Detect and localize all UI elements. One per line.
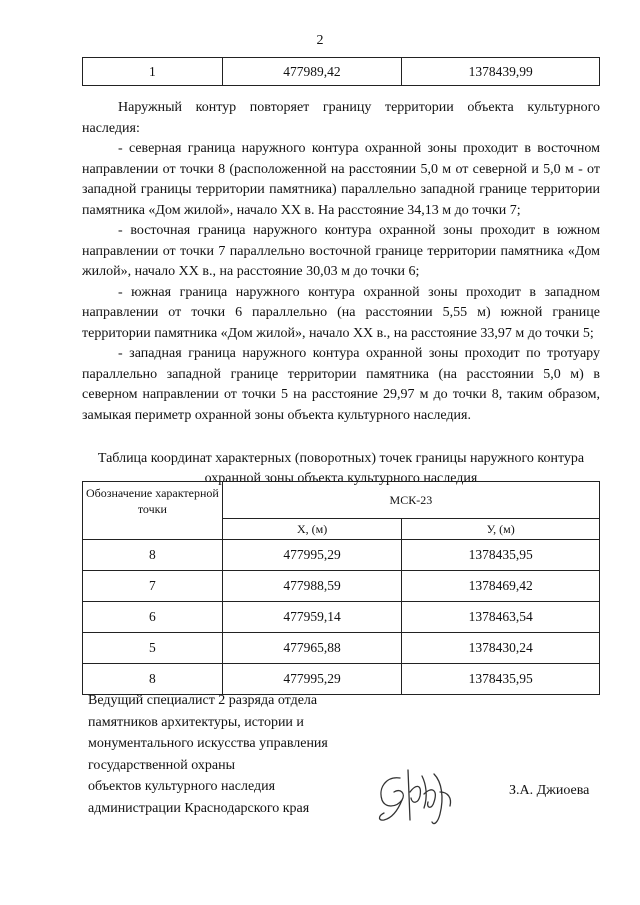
- table-row: [83, 633, 600, 664]
- y-cell: 1378435,95: [402, 664, 600, 695]
- header-point: Обозначение характерной точки: [83, 482, 223, 540]
- x-cell: 477995,29: [222, 540, 402, 571]
- paragraph-north: - северная граница наружного контура охранной зоны проходит в восточном направлении от точки 8 (расположенной на расстоянии 5,0 м от северной и 5,0 м - от западной границы территории памятника) параллельно западной границе территории памятника «Дом жилой», начало XX в. На расстояние 34,13 м до точки 7;: [82, 141, 600, 218]
- paragraph-east: - восточная граница наружного контура охранной зоны проходит в южном направлении от точки 7 параллельно восточной границе территории памятника «Дом жилой», начало XX в., на расстояние 30,03 м до точки 6;: [82, 223, 600, 279]
- table-row: [83, 571, 600, 602]
- table-row: [83, 58, 600, 86]
- position-line: монументального искусства управления: [88, 736, 328, 751]
- position-line: Ведущий специалист 2 разряда отдела: [88, 693, 318, 708]
- header-system: МСК-23: [222, 482, 599, 519]
- paragraph-west: - западная граница наружного контура охранной зоны проходит по тротуару параллельно западной границе территории памятника (на расстоянии 5,0 м) в северном направлении от точки 5 на расстояние 29,97 м до точки 8, таким образом, замыкая периметр охранной зоны объекта культурного наследия.: [82, 346, 600, 423]
- header-x: X, (м): [222, 519, 402, 540]
- position-line: государственной охраны: [88, 757, 236, 773]
- y-cell: 1378439,99: [402, 58, 600, 86]
- x-cell: 477959,14: [222, 602, 402, 633]
- table-caption: Таблица координат характерных (поворотных) точек границы наружного контура охранной зоны объекта культурного наследия: [97, 451, 585, 486]
- x-cell: 477965,88: [222, 633, 402, 664]
- y-cell: 1378469,42: [402, 571, 600, 602]
- handwritten-signature: [372, 762, 464, 832]
- x-cell: 477988,59: [222, 571, 402, 602]
- body-text: [82, 98, 600, 426]
- position-line: администрации Краснодарского края: [88, 800, 310, 816]
- signer-name: З.А. Джиоева: [509, 783, 590, 798]
- header-y: У, (м): [402, 519, 600, 540]
- x-cell: 477995,29: [222, 664, 402, 695]
- y-cell: 1378435,95: [402, 540, 600, 571]
- point-cell: 1: [83, 58, 223, 86]
- position-line: памятников архитектуры, истории и: [88, 714, 304, 730]
- coordinates-table: [82, 481, 600, 695]
- y-cell: 1378463,54: [402, 602, 600, 633]
- signature-position: [88, 690, 378, 819]
- y-cell: 1378430,24: [402, 633, 600, 664]
- point-cell: 6: [83, 602, 223, 633]
- point-cell: 5: [83, 633, 223, 664]
- position-line: объектов культурного наследия: [88, 779, 276, 794]
- point-cell: 7: [83, 571, 223, 602]
- x-cell: 477989,42: [222, 58, 402, 86]
- table-row: [83, 540, 600, 571]
- point-cell: 8: [83, 664, 223, 695]
- page-number: 2: [316, 33, 324, 48]
- paragraph-south: - южная граница наружного контура охранной зоны проходит в западном направлении от точки 6 параллельно (на расстоянии 5,55 м) южной границе территории памятника «Дом жилой», начало XX в., на расстояние 33,97 м до точки 5;: [82, 284, 600, 341]
- table-row: [83, 602, 600, 633]
- header-row: [83, 482, 600, 519]
- point-cell: 8: [83, 540, 223, 571]
- continued-table: [82, 57, 600, 86]
- paragraph-intro: Наружный контур повторяет границу территории объекта культурного наследия:: [82, 100, 600, 136]
